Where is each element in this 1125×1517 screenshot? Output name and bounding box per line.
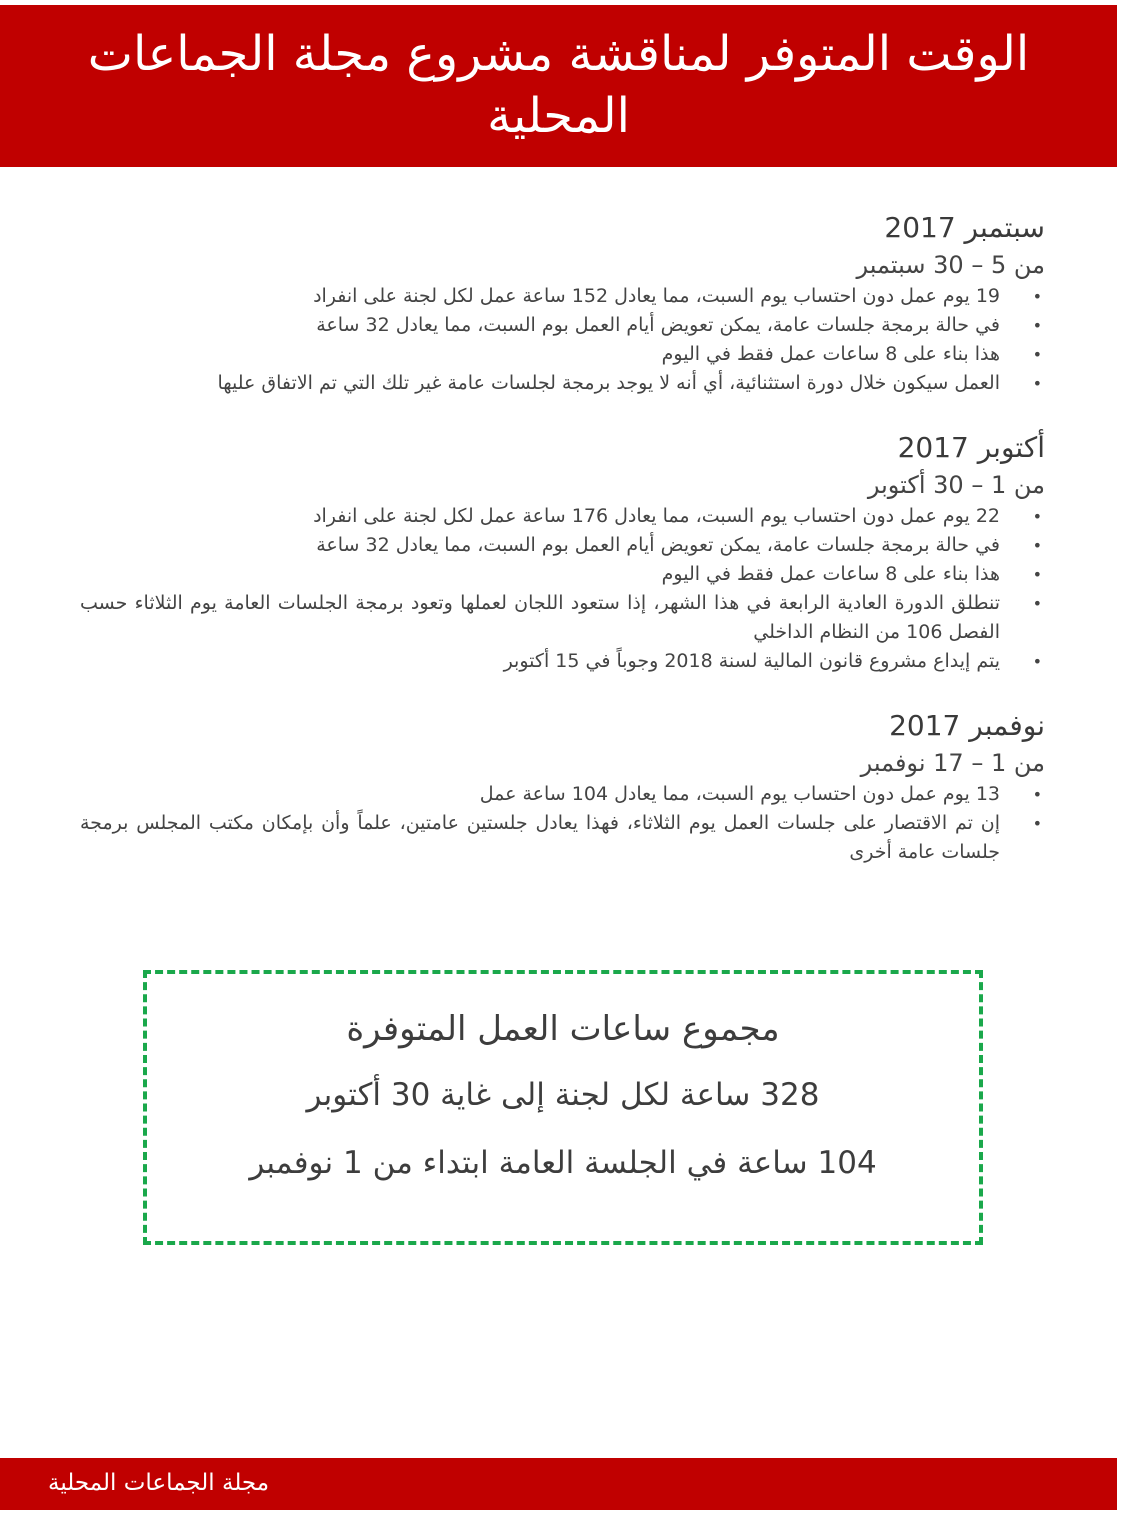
section-october bbox=[80, 428, 1045, 676]
bullet-item: • في حالة برمجة جلسات عامة، يمكن تعويض أيام العمل بوم السبت، مما يعادل 32 ساعة bbox=[80, 531, 1000, 560]
section-september bbox=[80, 208, 1045, 398]
summary-box bbox=[143, 970, 983, 1245]
bullet-item: • في حالة برمجة جلسات عامة، يمكن تعويض أيام العمل بوم السبت، مما يعادل 32 ساعة bbox=[80, 311, 1000, 340]
footer-bar bbox=[0, 1458, 1117, 1510]
footer-text: مجلة الجماعات المحلية bbox=[48, 1470, 270, 1496]
content-area bbox=[80, 208, 1045, 897]
section-heading: نوفمبر 2017 bbox=[889, 709, 1045, 742]
section-heading: أكتوبر 2017 bbox=[897, 431, 1045, 464]
summary-committee-hours: 328 ساعة لكل لجنة إلى غاية 30 أكتوبر bbox=[306, 1077, 820, 1113]
section-november bbox=[80, 706, 1045, 867]
bullet-item: • 13 يوم عمل دون احتساب يوم السبت، مما يعادل 104 ساعة عمل bbox=[80, 780, 1000, 809]
bullet-item: • تنطلق الدورة العادية الرابعة في هذا الشهر، إذا ستعود اللجان لعملها وتعود برمجة الجلسات العامة يوم الثلاثاء حسب الفصل 106 من النظام الداخلي bbox=[80, 589, 1000, 647]
bullet-item: • العمل سيكون خلال دورة استثنائية، أي أنه لا يوجد برمجة لجلسات عامة غير تلك التي تم الاتفاق عليها bbox=[80, 369, 1000, 398]
bullet-item: • هذا بناء على 8 ساعات عمل فقط في اليوم bbox=[80, 560, 1000, 589]
section-date-range: من 1 – 30 أكتوبر bbox=[867, 471, 1045, 499]
summary-plenary-hours: 104 ساعة في الجلسة العامة ابتداء من 1 نوفمبر bbox=[249, 1145, 877, 1181]
bullet-list bbox=[80, 780, 1045, 867]
section-date-range: من 1 – 17 نوفمبر bbox=[860, 749, 1045, 777]
bullet-item: • 22 يوم عمل دون احتساب يوم السبت، مما يعادل 176 ساعة عمل لكل لجنة على انفراد bbox=[80, 502, 1000, 531]
bullet-item: • إن تم الاقتصار على جلسات العمل يوم الثلاثاء، فهذا يعادل جلستين عامتين، علماً وأن بإمكان مكتب المجلس برمجة جلسات عامة أخرى bbox=[80, 809, 1000, 867]
bullet-list bbox=[80, 502, 1045, 676]
bullet-list bbox=[80, 282, 1045, 398]
bullet-item: • 19 يوم عمل دون احتساب يوم السبت، مما يعادل 152 ساعة عمل لكل لجنة على انفراد bbox=[80, 282, 1000, 311]
section-heading: سبتمبر 2017 bbox=[884, 211, 1045, 244]
bullet-item: • يتم إيداع مشروع قانون المالية لسنة 2018 وجوباً في 15 أكتوبر bbox=[80, 647, 1000, 676]
page-title: الوقت المتوفر لمناقشة مشروع مجلة الجماعات المحلية bbox=[0, 5, 1117, 167]
bullet-item: • هذا بناء على 8 ساعات عمل فقط في اليوم bbox=[80, 340, 1000, 369]
section-date-range: من 5 – 30 سبتمبر bbox=[856, 251, 1045, 279]
summary-title: مجموع ساعات العمل المتوفرة bbox=[346, 1009, 780, 1049]
